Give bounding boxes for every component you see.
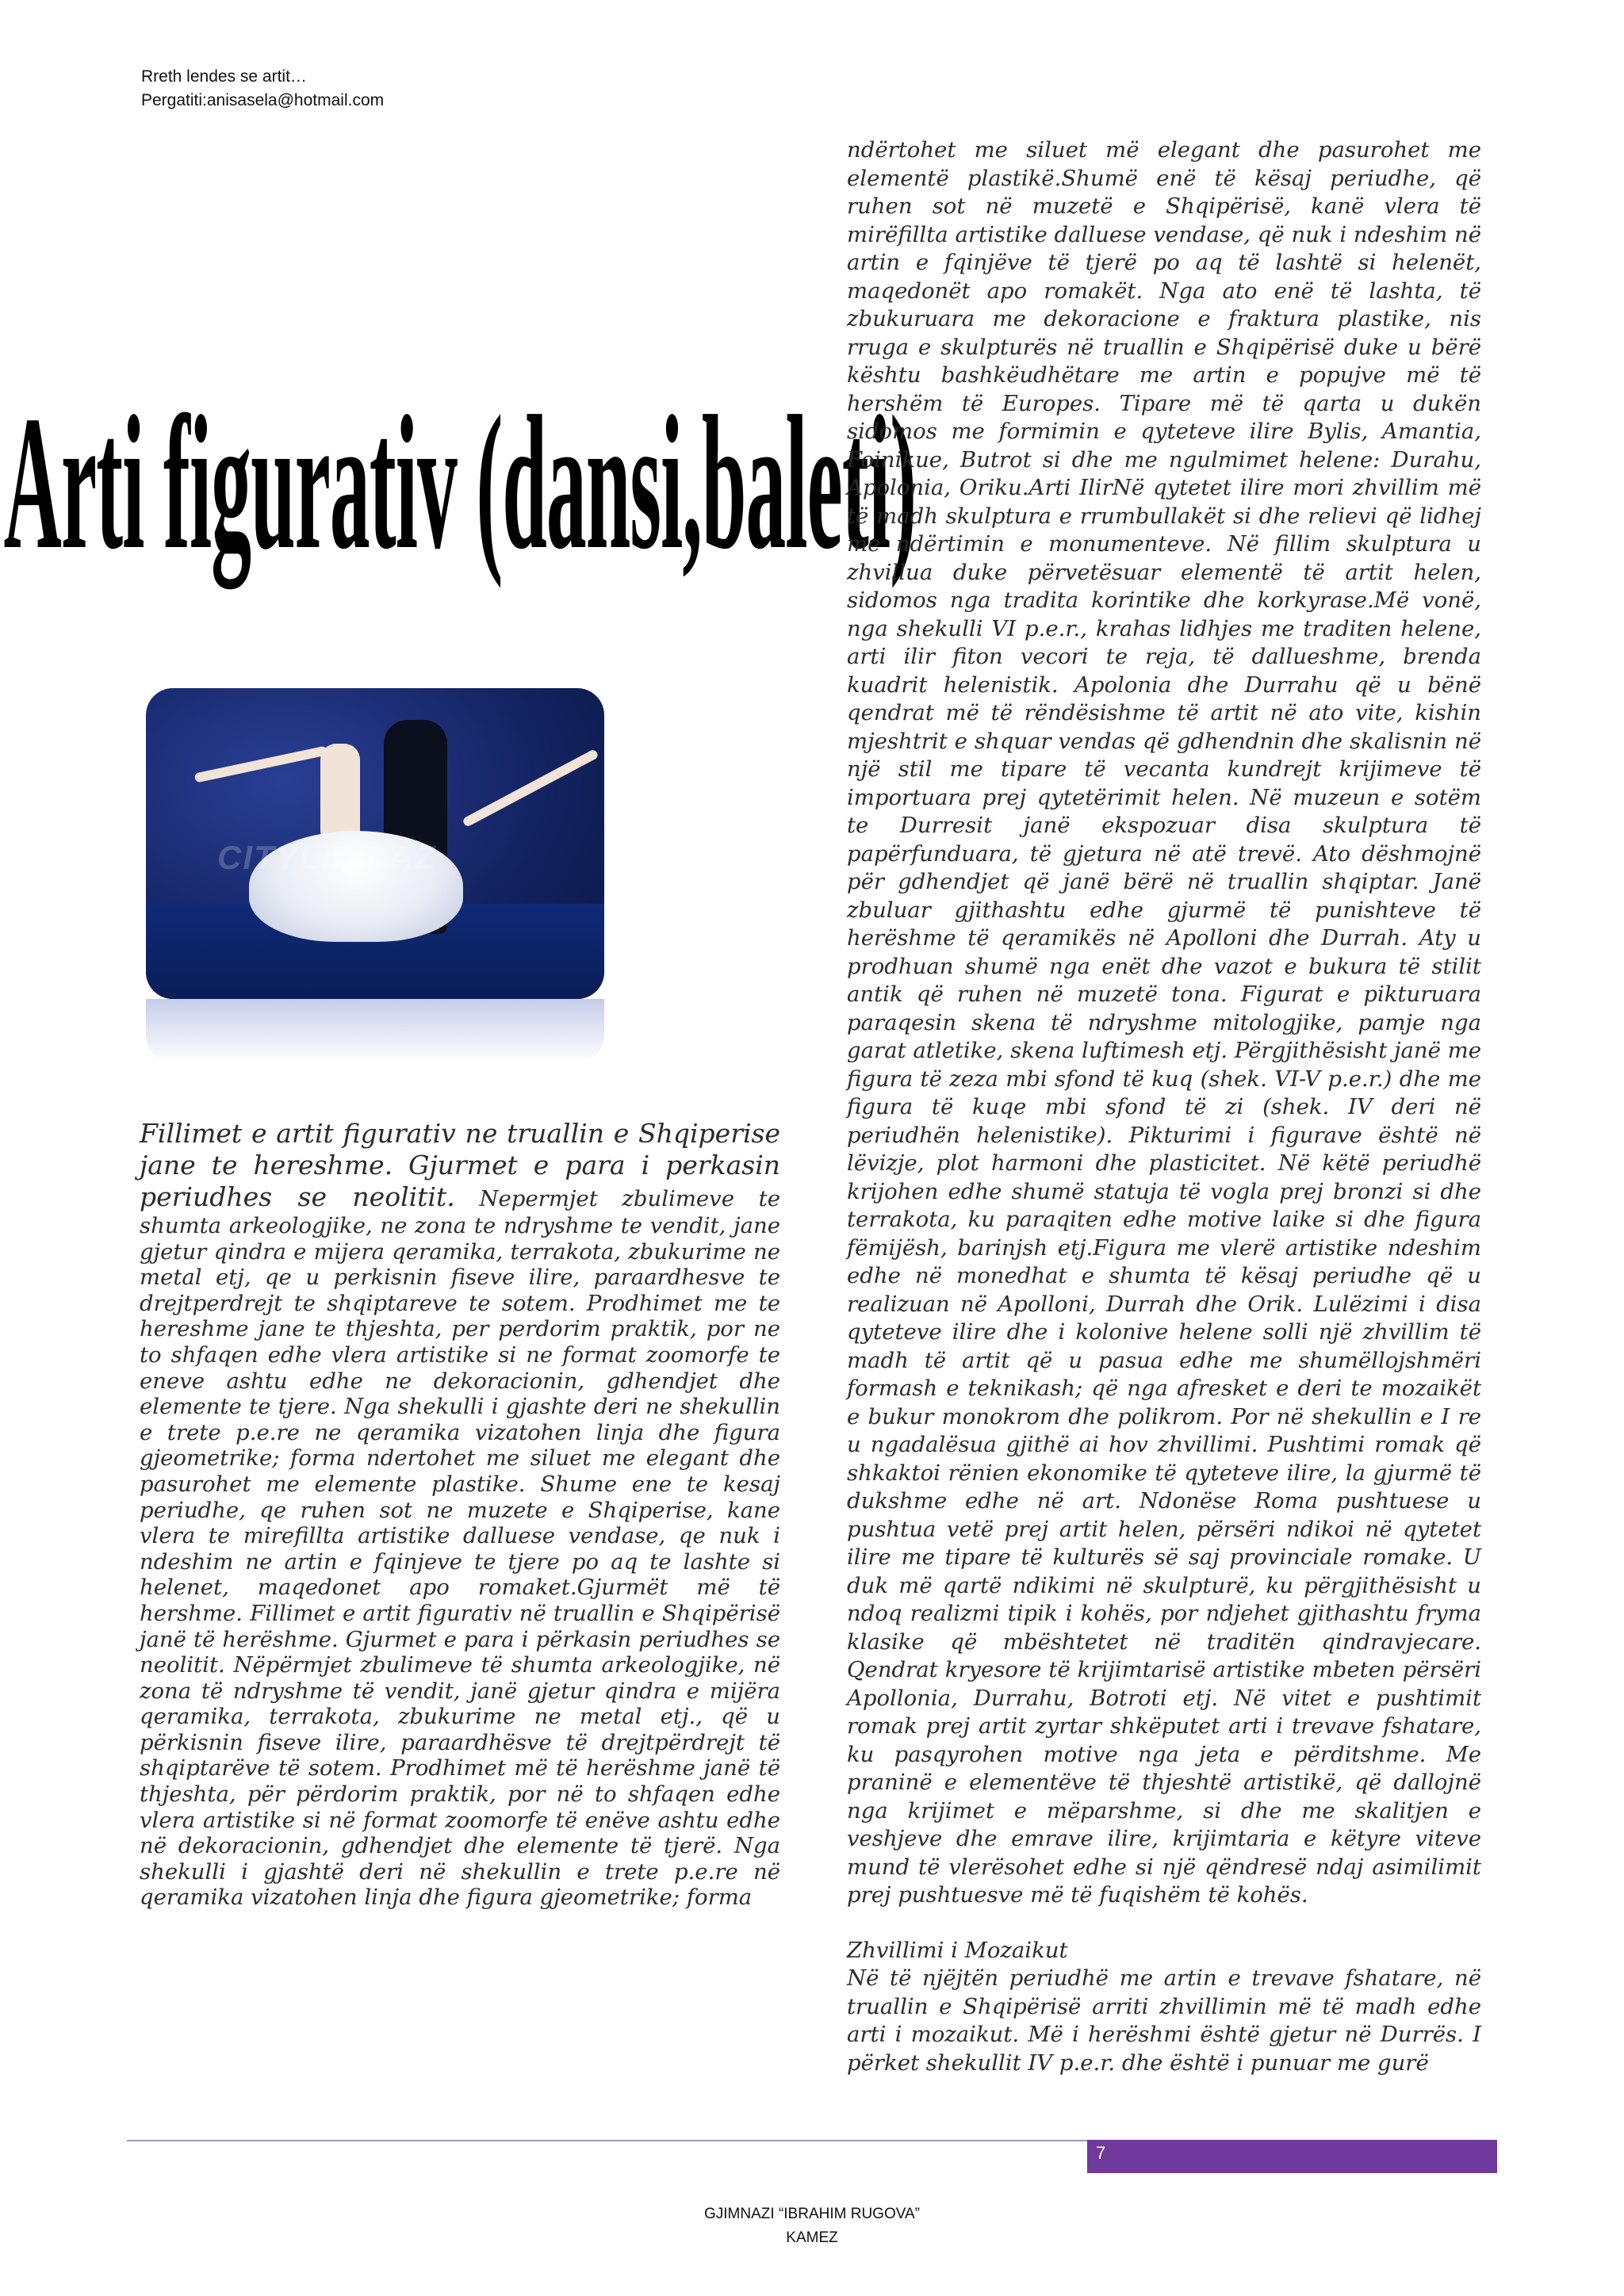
article-title-wrap <box>3 317 917 650</box>
photo-ballerina-arm <box>194 745 328 783</box>
page-footer <box>0 2202 1624 2250</box>
section-heading: Zhvillimi i Mozaikut <box>847 1937 1068 1963</box>
right-column <box>847 136 1481 2077</box>
right-paragraph-2: Në të njëjtën periudhë me artin e trevave fshatare, në truallin e Shqipërisë arriti zhvillimin më të madh edhe arti i mozaikut. Më i herëshmi është gjetur në Durrës. I përket shekullit IV p.e.r. dhe është i punuar me gurë <box>847 1965 1481 2076</box>
header-subject: Rreth lendes se artit… <box>141 67 307 86</box>
right-paragraph-1: ndërtohet me siluet më elegant dhe pasurohet me elementë plastikë.Shumë enë të kësaj periudhe, që ruhen sot në muzetë e Shqipërisë, kanë vlera të mirëfillta artistike dalluese vendase, që nuk i ndeshim në artin e fqinjëve të tjerë po aq të lashtë si helenët, maqedonët apo romakët. Nga ato enë të lashta, të zbukuruara me dekoracione e fraktura plastike, nis rruga e skulpturës në truallin e Shqipërisë duke u bërë kështu bashkëudhëtare me artin e popujve më të hershëm të Europes. Tipare më të qarta u dukën sidomos me formimin e qyteteve ilire Bylis, Amantia, Foinikue, Butrot si dhe me ngulmimet helene: Durahu, Apolonia, Oriku.Arti IlirNë qytetet ilire mori zhvillim më të madh skulptura e rrumbullakët si dhe relievi që lidhej me ndërtimin e monumenteve. Në fillim skulptura u zhvillua duke përvetësuar elementë të artit helen, sidomos nga tradita korintike dhe korkyrase.Më vonë, nga shekulli VI p.e.r., krahas lidhjes me traditen helene, arti ilir fiton vecori te reja, të dallueshme, brenda kuadrit helenistik. Apolonia dhe Durrahu që u bënë qendrat më të rëndësishme të artit në ato vite, kishin mjeshtrit e shquar vendas që gdhendnin dhe skalisnin në një stil me tipare të vecanta kundrejt krijimeve të importuara prej qytetërimit helen. Në muzeun e sotëm te Durresit janë ekspozuar disa skulptura të papërfunduara, të gjetura në atë trevë. Ato dëshmojnë për gdhendjet që janë bërë në truallin shqiptar. Janë zbuluar gjithashtu edhe gjurmë të punishteve të herëshme të qeramikës në Apolloni dhe Durrah. Aty u prodhuan shumë nga enët dhe vazot e bukura të stilit antik që ruhen në muzetë tona. Figurat e pikturuara paraqesin skena të ndryshme mitologjike, pamje nga garat atletike, skena luftimesh etj. Përgjithësisht janë me figura të zeza mbi sfond të kuq (shek. VI-V p.e.r.) dhe me figura të kuqe mbi sfond të zi (shek. IV deri në periudhën helenistike). Pikturimi i figurave është në lëvizje, plot harmoni dhe plasticitet. Në këtë periudhë krijohen edhe shumë statuja të vogla prej bronzi si dhe terrakota, ku paraqiten edhe motive laike si dhe figura fëmijësh, barinjsh etj.Figura me vlerë artistike ndeshim edhe në monedhat e shumta të kësaj periudhe që u realizuan në Apolloni, Durrah dhe Orik. Lulëzimi i disa qyteteve ilire dhe i kolonive helene solli një zhvillim të madh të artit që u pasua edhe me shumëllojshmëri formash e teknikash; që nga afresket e deri te mozaikët e bukur monokrom dhe polikrom. Por në shekullin e I re u ngadalësua gjithë ai hov zhvillimi. Pushtimi romak që shkaktoi rënien ekonomike të qyteteve ilire, la gjurmë të dukshme edhe në art. Ndonëse Roma pushtuese u pushtua vetë prej artit helen, përsëri ndikoi në qytetet ilire me tipare të kulturës së saj provinciale romake. U duk më qartë ndikimi në skulpturë, ku përgjithësisht u ndoq realizmi tipik i kohës, por ndjehet gjithashtu fryma klasike që mbështetet në traditën qindravjecare. Qendrat kryesore të krijimtarisë artistike mbeten përsëri Apollonia, Durrahu, Botroti etj. Në vitet e pushtimit romak prej artit zyrtar shkëputet arti i trevave fshatare, ku pasqyrohen motive nga jeta e përditshme. Me praninë e elementëve të thjeshtë artistikë, që dallojnë nga krijimet e mëparshme, si dhe me skalitjen e veshjeve dhe emrave ilire, krijimtaria e këtyre viteve mund të vlerësohet edhe si një qëndresë ndaj asimilimit prej pushtuesve më të fuqishëm të kohës. <box>847 137 1481 1908</box>
left-column <box>140 1118 780 1911</box>
page-header <box>141 65 384 113</box>
page-number: 7 <box>1096 2143 1106 2163</box>
ballet-photo <box>146 688 604 999</box>
photo-ballerina-leg <box>462 748 599 828</box>
article-title: Arti figurativ (dansi,baleti) <box>3 376 917 590</box>
footer-city: KAMEZ <box>786 2229 838 2246</box>
lead-paragraph: Fillimet e artit figurativ ne truallin e Shqiperise jane te hereshme. Gjurmet e para i perkasin periudhes se neolitit. <box>140 1118 780 1212</box>
page-number-bar <box>1087 2140 1497 2173</box>
photo-reflection <box>146 999 604 1062</box>
footer-school: GJIMNAZI “IBRAHIM RUGOVA” <box>704 2206 920 2222</box>
photo-watermark: CITYLIFE.AZ <box>217 839 437 876</box>
header-author: Pergatiti:anisasela@hotmail.com <box>141 91 385 109</box>
left-body-text: Nepermjet zbulimeve te shumta arkeologjike, ne zona te ndryshme te vendit, jane gjetur qindra e mijera qeramika, terrakota, zbukurime ne metal etj, qe u perkisnin fiseve ilire, paraardhesve te drejtperdrejt te shqiptareve te sotem. Prodhimet me te hereshme jane te thjeshta, per perdorim praktik, por ne to shfaqen edhe vlera artistike si ne format zoomorfe te eneve ashtu edhe ne dekoracionin, gdhendjet dhe elemente te tjere. Nga shekulli i gjashte deri ne shekullin e trete p.e.re ne qeramika vizatohen linja dhe figura gjeometrike; forma ndertohet me siluet me elegant dhe pasurohet me elemente plastike. Shume ene te kesaj periudhe, qe ruhen sot ne muzete e Shqiperise, kane vlera te mirefillta artistike dalluese vendase, qe nuk i ndeshim ne artin e fqinjeve te tjere po aq te lashte si helenet, maqedonet apo romaket.Gjurmët më të hershme. Fillimet e artit figurativ në truallin e Shqipërisë janë të herëshme. Gjurmet e para i përkasin periudhes se neolitit. Nëpërmjet zbulimeve të shumta arkeologjike, në zona të ndryshme të vendit, janë gjetur qindra e mijëra qeramika, terrakota, zbukurime ne metal etj., që u përkisnin fiseve ilire, paraardhësve të drejtpërdrejt të shqiptarëve të sotem. Prodhimet më të herëshme janë të thjeshta, për përdorim praktik, por në to shfaqen edhe vlera artistike si në format zoomorfe të enëve ashtu edhe në dekoracionin, gdhendjet dhe elemente të tjerë. Nga shekulli i gjashtë deri në shekullin e trete p.e.re në qeramika vizatohen linja dhe figura gjeometrike; forma <box>140 1186 780 1911</box>
